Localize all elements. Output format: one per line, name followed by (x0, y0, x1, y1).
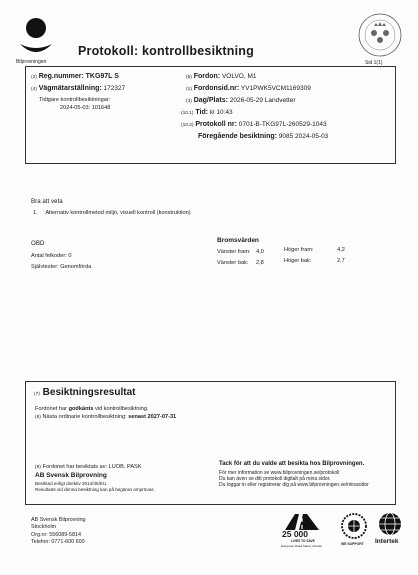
previous-inspections-value: 2024-05-03: 101648 (60, 105, 111, 111)
vin-field: (1) Fordonsid.nr: YV1PWK5VCM1169309 (186, 85, 311, 92)
badge-number: 25 000 (282, 529, 308, 539)
un-label: WE SUPPORT (341, 542, 364, 546)
obd-fault-codes: Antal felkoder: 0 (31, 253, 72, 259)
reg-number-field: (2) Reg.nummer: TKG97L S (31, 73, 119, 80)
protocol-number-field: (10.2) Protokoll nr: 0701-B-TKG97L-260529-1043 (181, 121, 327, 128)
appeal-note: Resultatet vid denna besiktning kan på begäran omprövas. (35, 487, 155, 492)
swedac-seal-icon (357, 12, 403, 58)
logo-text: Bilprovningen (16, 59, 47, 65)
inspection-company: AB Svensk Bilprovning (35, 472, 107, 479)
time-field: (10.1) Tid: kl 10:43 (181, 109, 233, 116)
date-place-field: (3) Dag/Plats: 2026-05-29 Landvetter (186, 97, 296, 104)
footer-city: Stockholm (31, 524, 57, 530)
odometer-field: (4) Vägmätarställning: 172327 (31, 85, 126, 92)
info-line-1: För mer information se www.bilprovningen.se/protokoll (219, 470, 340, 476)
brake-left-front: Vänster fram: 4,0 (217, 249, 264, 255)
good-to-know-title: Bra att veta (31, 198, 63, 205)
thanks-text: Tack för att du valde att besikta hos Bilprovningen. (219, 461, 365, 467)
obd-self-tests: Självtester: Genomförda (31, 264, 92, 270)
footer-orgnr: Org.nr: 556089-5814 (31, 532, 82, 538)
footer-company: AB Svensk Bilprovning (31, 517, 86, 523)
inspected-by: (9) Fordonet har besiktats av: LUOB, PASK (35, 464, 142, 470)
directive-note: Besiktad enligt direktiv 2014/45/EU. (35, 481, 108, 486)
brake-right-rear: Höger bak: 2,7 (284, 258, 345, 264)
brake-right-front: Höger fram: 4,2 (284, 247, 345, 253)
previous-inspections-label: Tidigare kontrollbesiktningar: (39, 97, 111, 103)
result-approved-line: Fordonet har godkänts vid kontrollbesiktning. (35, 406, 149, 412)
page-number: Sid 1(1) (365, 60, 383, 66)
bilprovningen-logo-icon (18, 14, 54, 58)
obd-title: OBD (31, 240, 45, 247)
previous-inspection-field: Föregående besiktning: 9085 2024-05-03 (198, 133, 329, 140)
intertek-label: Intertek (375, 538, 399, 545)
badge-sub-1: LIVES TO SAVE (291, 539, 315, 543)
road-safety-icon (283, 512, 321, 530)
brake-values-title: Bromsvärden (217, 237, 259, 244)
un-globe-icon (340, 512, 368, 540)
brake-left-rear: Vänster bak: 2,8 (217, 260, 264, 266)
badge-sub-2: European Road Safety Charter (281, 544, 323, 548)
intertek-badge (375, 512, 405, 556)
un-global-compact-badge (337, 512, 371, 556)
good-to-know-item: 1. Alternativ kontrollmetod miljö, visuell kontroll (konstruktion) (33, 210, 191, 216)
info-line-3: Du loggar in eller registrerar dig på www.bilprovningen.se/minasidor (219, 482, 369, 488)
footer-phone: Telefon: 0771-600 600 (31, 539, 85, 545)
vehicle-make-field: (5) Fordon: VOLVO, M1 (186, 73, 257, 80)
road-safety-badge (279, 512, 325, 560)
next-inspection-line: (8) Nästa ordinarie kontrollbesiktning: senast 2027-07-31 (35, 414, 177, 420)
intertek-globe-icon (378, 512, 402, 536)
page-title: Protokoll: kontrollbesiktning (78, 44, 254, 58)
info-line-2: Du kan även se ditt protokoll digitalt på mina sidor. (219, 476, 331, 482)
result-title: (7) Besiktningsresultat (34, 387, 136, 398)
